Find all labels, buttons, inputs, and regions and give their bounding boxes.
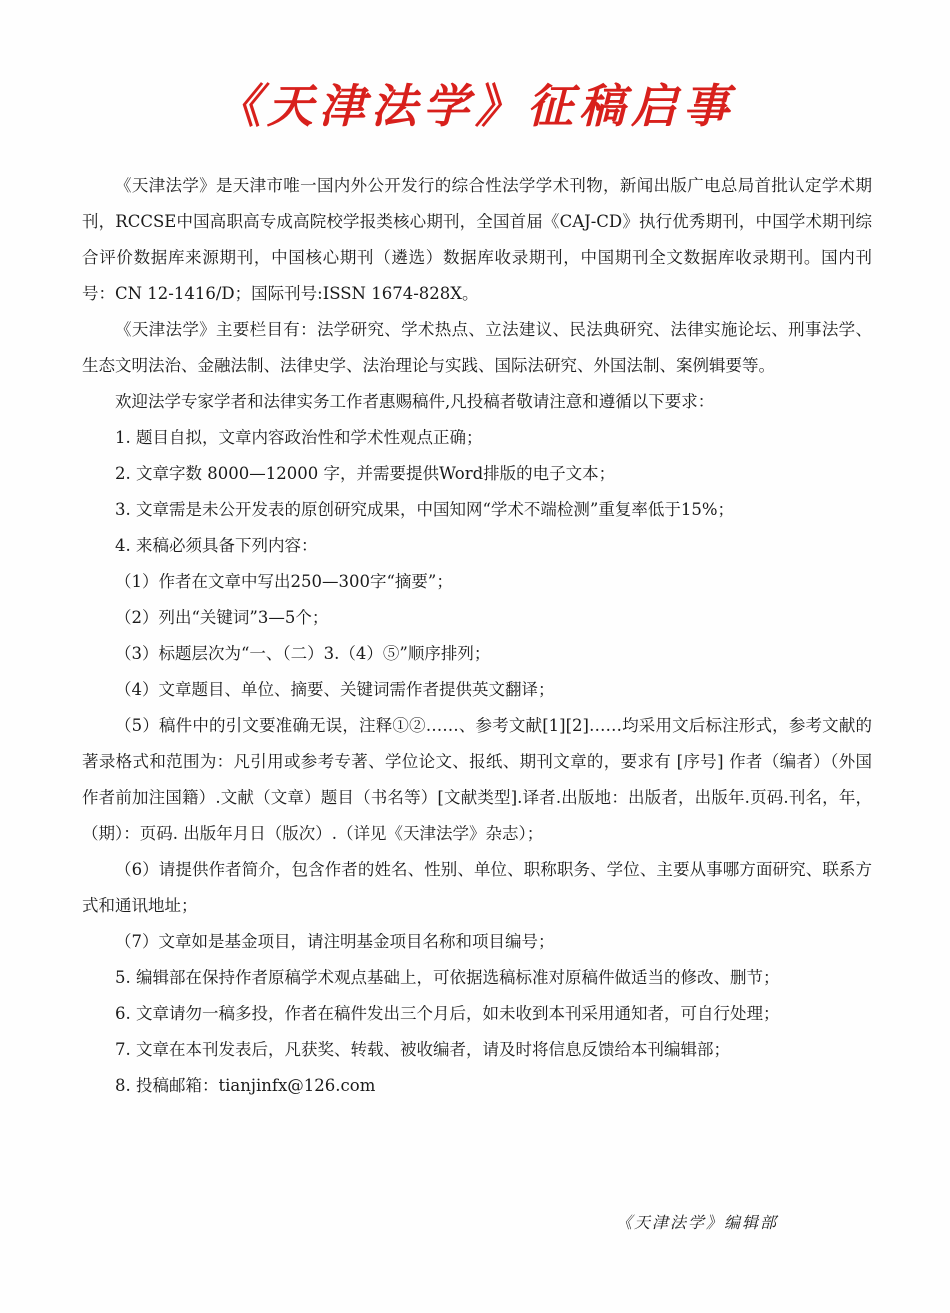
requirement-subitem: （2）列出“关键词”3—5个；	[115, 608, 329, 627]
requirement-subitem: （1）作者在文章中写出250—300字“摘要”；	[115, 572, 453, 591]
columns-paragraph: 《天津法学》主要栏目有：法学研究、学术热点、立法建议、民法典研究、法律实施论坛、刑事法学、生态文明法治、金融法制、法律史学、法治理论与实践、国际法研究、外国法制、案例辑要等。	[82, 320, 872, 375]
requirement-item: 3. 文章需是未公开发表的原创研究成果，中国知网“学术不端检测”重复率低于15%；	[115, 500, 735, 519]
requirement-item: 6. 文章请勿一稿多投，作者在稿件发出三个月后，如未收到本刊采用通知者，可自行处理；	[115, 1004, 780, 1023]
requirement-item: 1. 题目自拟，文章内容政治性和学术性观点正确；	[115, 428, 483, 447]
requirement-subitem: （7）文章如是基金项目，请注明基金项目名称和项目编号；	[115, 932, 555, 951]
requirement-subitem: （6）请提供作者简介，包含作者的姓名、性别、单位、职称职务、学位、主要从事哪方面研究、联系方式和通讯地址；	[82, 860, 872, 915]
intro-paragraph: 《天津法学》是天津市唯一国内外公开发行的综合性法学学术刊物，新闻出版广电总局首批认定学术期刊，RCCSE中国高职高专成高院校学报类核心期刊，全国首届《CAJ-CD》执行优秀期刊，中国学术期刊综合评价数据库来源期刊，中国核心期刊（遴选）数据库收录期刊，中国期刊全文数据库收录期刊。国内刊号：CN 12-1416/D；国际刊号:ISSN 1674-828X。	[82, 176, 872, 303]
signature: 《天津法学》编辑部	[615, 1213, 778, 1232]
notice-body	[82, 168, 872, 1104]
requirement-item: 2. 文章字数 8000—12000 字，并需要提供Word排版的电子文本；	[115, 464, 616, 483]
requirement-item: 4. 来稿必须具备下列内容：	[115, 536, 318, 555]
requirement-item: 5. 编辑部在保持作者原稿学术观点基础上，可依据选稿标准对原稿件做适当的修改、删节；	[115, 968, 780, 987]
invitation-paragraph: 欢迎法学专家学者和法律实务工作者惠赐稿件,凡投稿者敬请注意和遵循以下要求：	[115, 392, 715, 411]
requirement-subitem: （5）稿件中的引文要准确无误，注释①②……、参考文献[1][2]……均采用文后标注形式，参考文献的著录格式和范围为：凡引用或参考专著、学位论文、报纸、期刊文章的，要求有 [序号] 作者（编者）（外国作者前加注国籍）.文献（文章）题目（书名等）[文献类型].译者.出版地：出版者，出版年.页码.刊名，年，（期）：页码. 出版年月日（版次）.（详见《天津法学》杂志）；	[82, 716, 872, 843]
submission-email: 8. 投稿邮箱：tianjinfx@126.com	[115, 1076, 376, 1095]
page-title: 《天津法学》征稿启事	[215, 79, 735, 133]
requirement-subitem: （4）文章题目、单位、摘要、关键词需作者提供英文翻译；	[115, 680, 555, 699]
requirement-subitem: （3）标题层次为“一、（二）3.（4）⑤”顺序排列；	[115, 644, 491, 663]
requirement-item: 7. 文章在本刊发表后，凡获奖、转载、被收编者，请及时将信息反馈给本刊编辑部；	[115, 1040, 730, 1059]
